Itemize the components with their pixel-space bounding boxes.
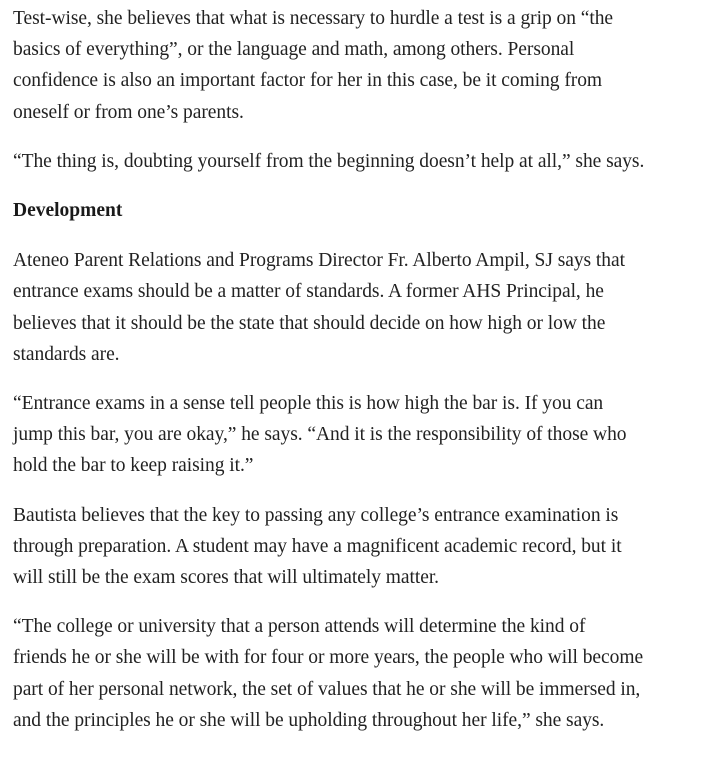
paragraph-doubting-quote: “The thing is, doubting yourself from the beginning doesn’t help at all,” she says. [13,150,645,172]
paragraph-test-wise: Test-wise, she believes that what is necessary to hurdle a test is a grip on “the basics of everything”, or the language and math, among others. Personal confidence is also an important factor for her in this case, be it coming from oneself or from one’s parents. [13,8,613,123]
paragraph-ampil-standards: Ateneo Parent Relations and Programs Director Fr. Alberto Ampil, SJ says that entrance exams should be a matter of standards. A former AHS Principal, he believes that it should be the state that should decide on how high or low the standards are. [13,250,625,365]
paragraph-bautista-preparation: Bautista believes that the key to passing any college’s entrance examination is through preparation. A student may have a magnificent academic record, but it will still be the exam scores that will ultimately matter. [13,504,622,589]
paragraph-bar-quote: “Entrance exams in a sense tell people this is how high the bar is. If you can jump this bar, you are okay,” he says. “And it is the responsibility of those who hold the bar to keep raising it.” [13,393,627,477]
section-heading-development: Development [13,200,123,222]
paragraph-university-quote: “The college or university that a person attends will determine the kind of friends he or she will be with for four or more years, the people who will become part of her personal network, the set of values that he or she will be immersed in, and the principles he or she will be upholding throughout her life,” she says. [13,616,644,731]
